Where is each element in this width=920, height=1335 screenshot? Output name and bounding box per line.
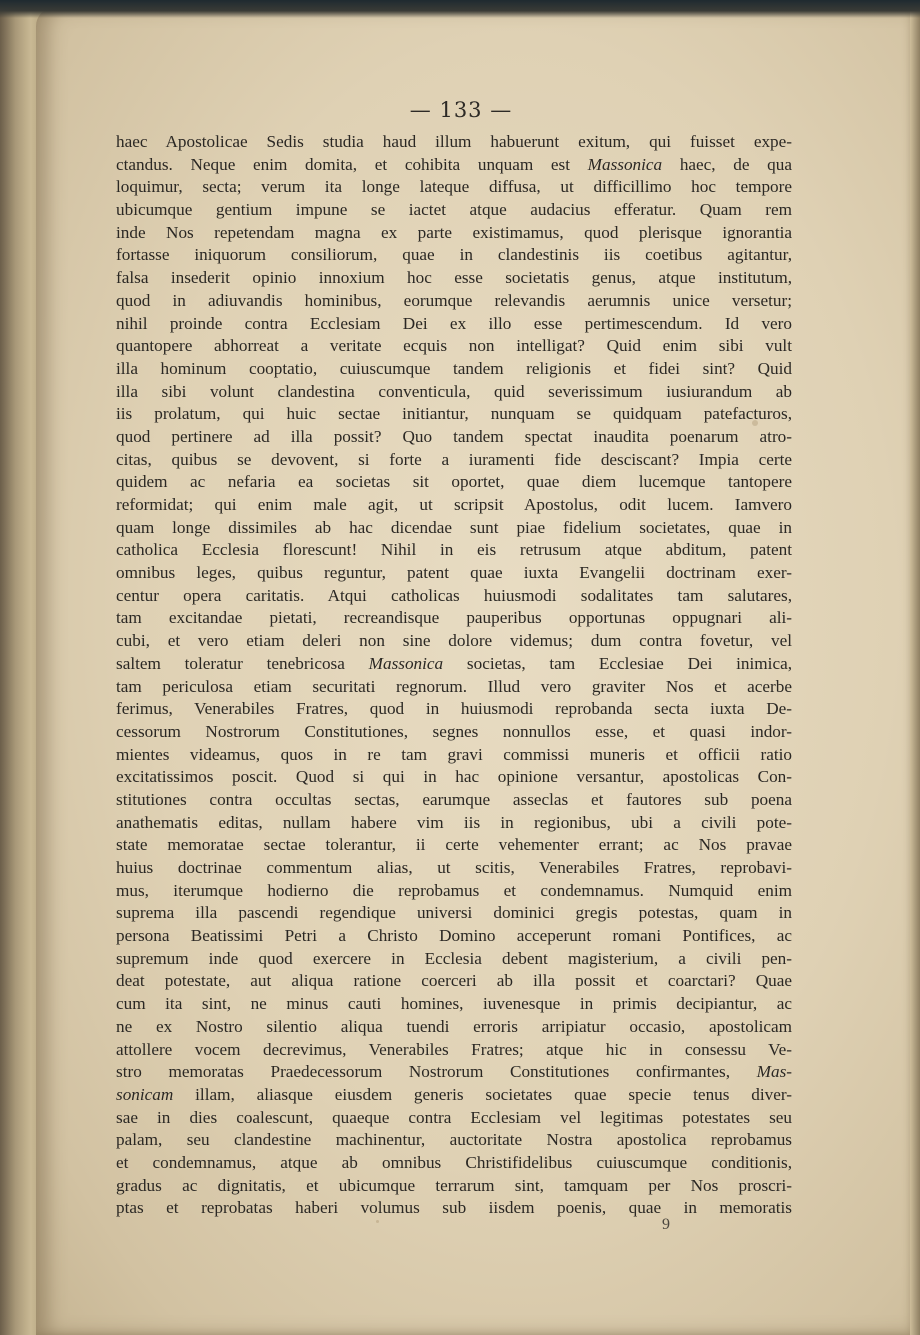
paper-spot: [752, 420, 758, 426]
text-line: quod pertinere ad illa possit? Quo tandem spectat inaudita poenarum atro-: [116, 426, 792, 446]
text-line: omnibus leges, quibus reguntur, patent quae iuxta Evangelii doctrinam exer-: [116, 563, 792, 583]
text-line: tam periculosa etiam securitati regnorum. Illud vero graviter Nos et acerbe: [116, 676, 792, 696]
text-line: cum ita sint, ne minus cauti homines, iuvenesque in primis decipiantur, ac: [116, 994, 792, 1014]
text-line: saltem toleratur tenebricosa Massonica societas, tam Ecclesiae Dei inimica,: [116, 653, 792, 673]
text-line: gradus ac dignitatis, et ubicumque terrarum sint, tamquam per Nos proscri-: [116, 1175, 792, 1195]
text-line: ne ex Nostro silentio aliqua tuendi erroris arripiatur occasio, apostolicam: [116, 1016, 792, 1036]
text-line: tam excitandae pietati, recreandisque pauperibus opportunas oppugnari ali-: [116, 608, 792, 628]
text-line: haec Apostolicae Sedis studia haud illum habuerunt exitum, qui fuisset expe-: [116, 132, 792, 151]
text-line: mientes videamus, quos in re tam gravi commissi muneris et officii ratio: [116, 744, 792, 764]
paper-spot: [376, 1220, 379, 1223]
text-line: sonicam illam, aliasque eiusdem generis societates quae specie tenus diver-: [116, 1084, 792, 1104]
text-line: fortasse iniquorum consiliorum, quae in clandestinis iis coetibus agitantur,: [116, 245, 792, 265]
text-line: inde Nos repetendam magna ex parte existimamus, quod plerisque ignorantia: [116, 222, 792, 242]
text-line: ctandus. Neque enim domita, et cohibita unquam est Massonica haec, de qua: [116, 154, 792, 174]
text-line: attollere vocem decrevimus, Venerabiles Fratres; atque hic in consessu Ve-: [116, 1039, 792, 1059]
text-line: ubicumque gentium impune se iactet atque audacius efferatur. Quam rem: [116, 200, 792, 220]
text-line: nihil proinde contra Ecclesiam Dei ex illo esse pertimescendum. Id vero: [116, 313, 792, 333]
text-line: reformidat; qui enim male agit, ut scripsit Apostolus, odit lucem. Iamvero: [116, 495, 792, 514]
body-text: [116, 131, 792, 1220]
text-line: mus, iterumque hodierno die reprobamus et condemnamus. Numquid enim: [116, 880, 792, 900]
text-line: falsa insederit opinio innoxium hoc esse societatis genus, atque institutum,: [116, 268, 792, 288]
text-line: anathematis editas, nullam habere vim iis in regionibus, ubi a civili pote-: [116, 812, 792, 832]
right-page-edge: [910, 0, 920, 1335]
text-line: excitatissimos poscit. Quod si qui in hac opinione versantur, apostolicas Con-: [116, 767, 792, 787]
text-line: et condemnamus, atque ab omnibus Christifidelibus cuiuscumque conditionis,: [116, 1152, 792, 1172]
text-line: state memoratae sectae tolerantur, ii certe vehementer errant; ac Nos pravae: [116, 835, 792, 855]
text-line: loquimur, secta; verum ita longe lateque diffusa, ut difficillimo hoc tempore: [116, 177, 792, 197]
text-line: illa hominum cooptatio, cuiuscumque tandem religionis et fidei sint? Quid: [116, 358, 792, 378]
text-line: quantopere abhorreat a veritate ecquis non intelligat? Quid enim sibi vult: [116, 336, 792, 356]
text-line: catholica Ecclesia florescunt! Nihil in eis retrusum atque abditum, patent: [116, 540, 792, 560]
text-line: huius doctrinae commentum alias, ut scitis, Venerabiles Fratres, reprobavi-: [116, 858, 792, 877]
book-page: [36, 8, 914, 1335]
page-number: — 133 —: [409, 98, 513, 122]
text-line: sae in dies coalescunt, quaeque contra Ecclesiam vel legitimas potestates seu: [116, 1107, 792, 1127]
text-line: quidem ac nefaria ea societas sit oportet, quae diem lucemque tantopere: [116, 472, 792, 492]
text-line: centur opera caritatis. Atqui catholicas huiusmodi sodalitates tam salutares,: [116, 585, 792, 605]
top-edge: [0, 0, 920, 18]
text-line: cessorum Nostrorum Constitutiones, segnes nonnullos esse, et quasi indor-: [116, 721, 792, 741]
text-line: deat potestate, aut aliqua ratione coerceri ab illa possit et coarctari? Quae: [116, 971, 792, 991]
text-line: illa sibi volunt clandestina conventicula, quid severissimum iusiurandum ab: [116, 381, 792, 401]
text-line: palam, seu clandestine machinentur, auctoritate Nostra apostolica reprobamus: [116, 1130, 792, 1150]
text-line: citas, quibus se devovent, si forte a iuramenti fide desciscant? Impia certe: [116, 449, 792, 469]
text-line: stitutiones contra occultas sectas, earumque asseclas et fautores sub poena: [116, 789, 792, 809]
text-line: ferimus, Venerabiles Fratres, quod in huiusmodi reprobanda secta iuxta De-: [116, 699, 792, 719]
text-line: cubi, et vero etiam deleri non sine dolore videmus; dum contra fovetur, vel: [116, 631, 792, 651]
text-line: suprema illa pascendi regendique universi dominici gregis potestas, quam in: [116, 903, 792, 923]
signature-mark: 9: [662, 1216, 670, 1233]
text-line: persona Beatissimi Petri a Christo Domino acceperunt romani Pontifices, ac: [116, 926, 792, 946]
text-line: iis prolatum, qui huic sectae initiantur, nunquam se quidquam patefacturos,: [116, 404, 792, 424]
text-line: quam longe dissimiles ab hac dicendae sunt piae fidelium societates, quae in: [116, 517, 792, 537]
text-line: ptas et reprobatas haberi volumus sub iisdem poenis, quae in memoratis: [116, 1198, 792, 1218]
text-line: supremum inde quod exercere in Ecclesia debent magisterium, a civili pen-: [116, 948, 792, 968]
text-line: stro memoratas Praedecessorum Nostrorum Constitutiones confirmantes, Mas-: [116, 1062, 792, 1082]
text-line: quod in adiuvandis hominibus, eorumque relevandis aerumnis unice versetur;: [116, 290, 792, 310]
